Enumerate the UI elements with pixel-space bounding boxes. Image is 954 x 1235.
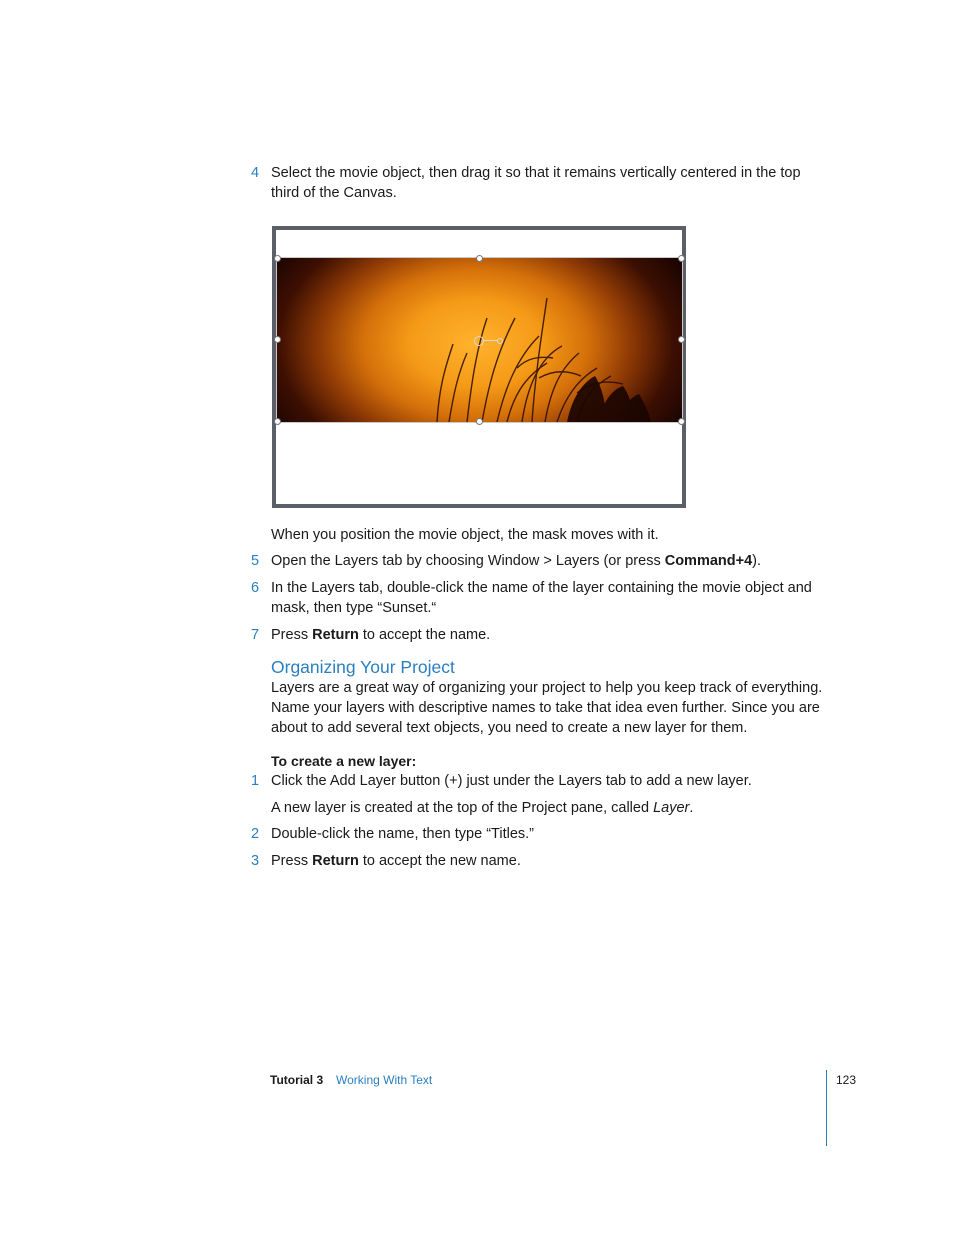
step-text: Double-click the name, then type “Titles.”: [271, 826, 534, 842]
step-number: 5: [251, 553, 260, 569]
task-heading: To create a new layer:: [271, 753, 417, 769]
step-text-part: ).: [752, 553, 762, 569]
note-text-part: A new layer is created at the top of the Project pane, called: [271, 800, 654, 816]
page-number: 123: [836, 1073, 857, 1087]
rotation-handle-line: [483, 340, 497, 341]
layer-name: Layer: [653, 800, 690, 816]
step-text-part: Open the Layers tab by choosing Window > Layers (or press: [271, 553, 665, 569]
key-name: Return: [312, 853, 359, 869]
paragraph-line: Name your layers with descriptive names to take that idea even further. Since you are: [271, 700, 820, 716]
footer-chapter-title: Working With Text: [336, 1073, 433, 1087]
step-text-line: third of the Canvas.: [271, 185, 397, 201]
resize-handle[interactable]: [678, 255, 685, 262]
step-text-part: Press: [271, 853, 313, 869]
footer-chapter-label: Tutorial 3: [270, 1073, 324, 1087]
note-text-part: .: [689, 800, 694, 816]
resize-handle[interactable]: [274, 336, 281, 343]
rotation-handle[interactable]: [497, 338, 503, 344]
paragraph-line: about to add several text objects, you need to create a new layer for them.: [271, 720, 748, 736]
resize-handle[interactable]: [476, 255, 483, 262]
step-text: Click the Add Layer button (+) just under the Layers tab to add a new layer.: [271, 773, 752, 789]
step-text-part: Press: [271, 627, 313, 643]
step-text: [271, 625, 831, 645]
anchor-point-handle[interactable]: [474, 336, 484, 346]
section-paragraph: [271, 678, 831, 738]
step-number: 7: [251, 627, 260, 643]
key-name: Return: [312, 627, 359, 643]
resize-handle[interactable]: [678, 418, 685, 425]
step-number: 6: [251, 580, 260, 596]
resize-handle[interactable]: [274, 255, 281, 262]
step-text: [271, 578, 831, 618]
resize-handle[interactable]: [274, 418, 281, 425]
step-text-line: mask, then type “Sunset.“: [271, 600, 437, 616]
step-text-line: Select the movie object, then drag it so that it remains vertically centered in the top: [271, 165, 801, 181]
paragraph-line: Layers are a great way of organizing your project to help you keep track of everything.: [271, 680, 823, 696]
step-number: 1: [251, 773, 260, 789]
footer-divider: [826, 1070, 827, 1146]
section-heading: Organizing Your Project: [271, 657, 455, 677]
step-number: 4: [251, 165, 260, 181]
step-text: [271, 851, 831, 871]
figure-caption: When you position the movie object, the mask moves with it.: [271, 527, 659, 543]
resize-handle[interactable]: [476, 418, 483, 425]
keyboard-shortcut: Command+4: [664, 553, 753, 569]
step-text-line: In the Layers tab, double-click the name of the layer containing the movie object and: [271, 580, 812, 596]
step-number: 3: [251, 853, 260, 869]
step-note: [271, 798, 831, 818]
step-text: [271, 551, 831, 571]
resize-handle[interactable]: [678, 336, 685, 343]
step-number: 2: [251, 826, 260, 842]
step-text-part: to accept the name.: [358, 627, 491, 643]
step-text-part: to accept the new name.: [358, 853, 521, 869]
step-text: [271, 163, 831, 203]
